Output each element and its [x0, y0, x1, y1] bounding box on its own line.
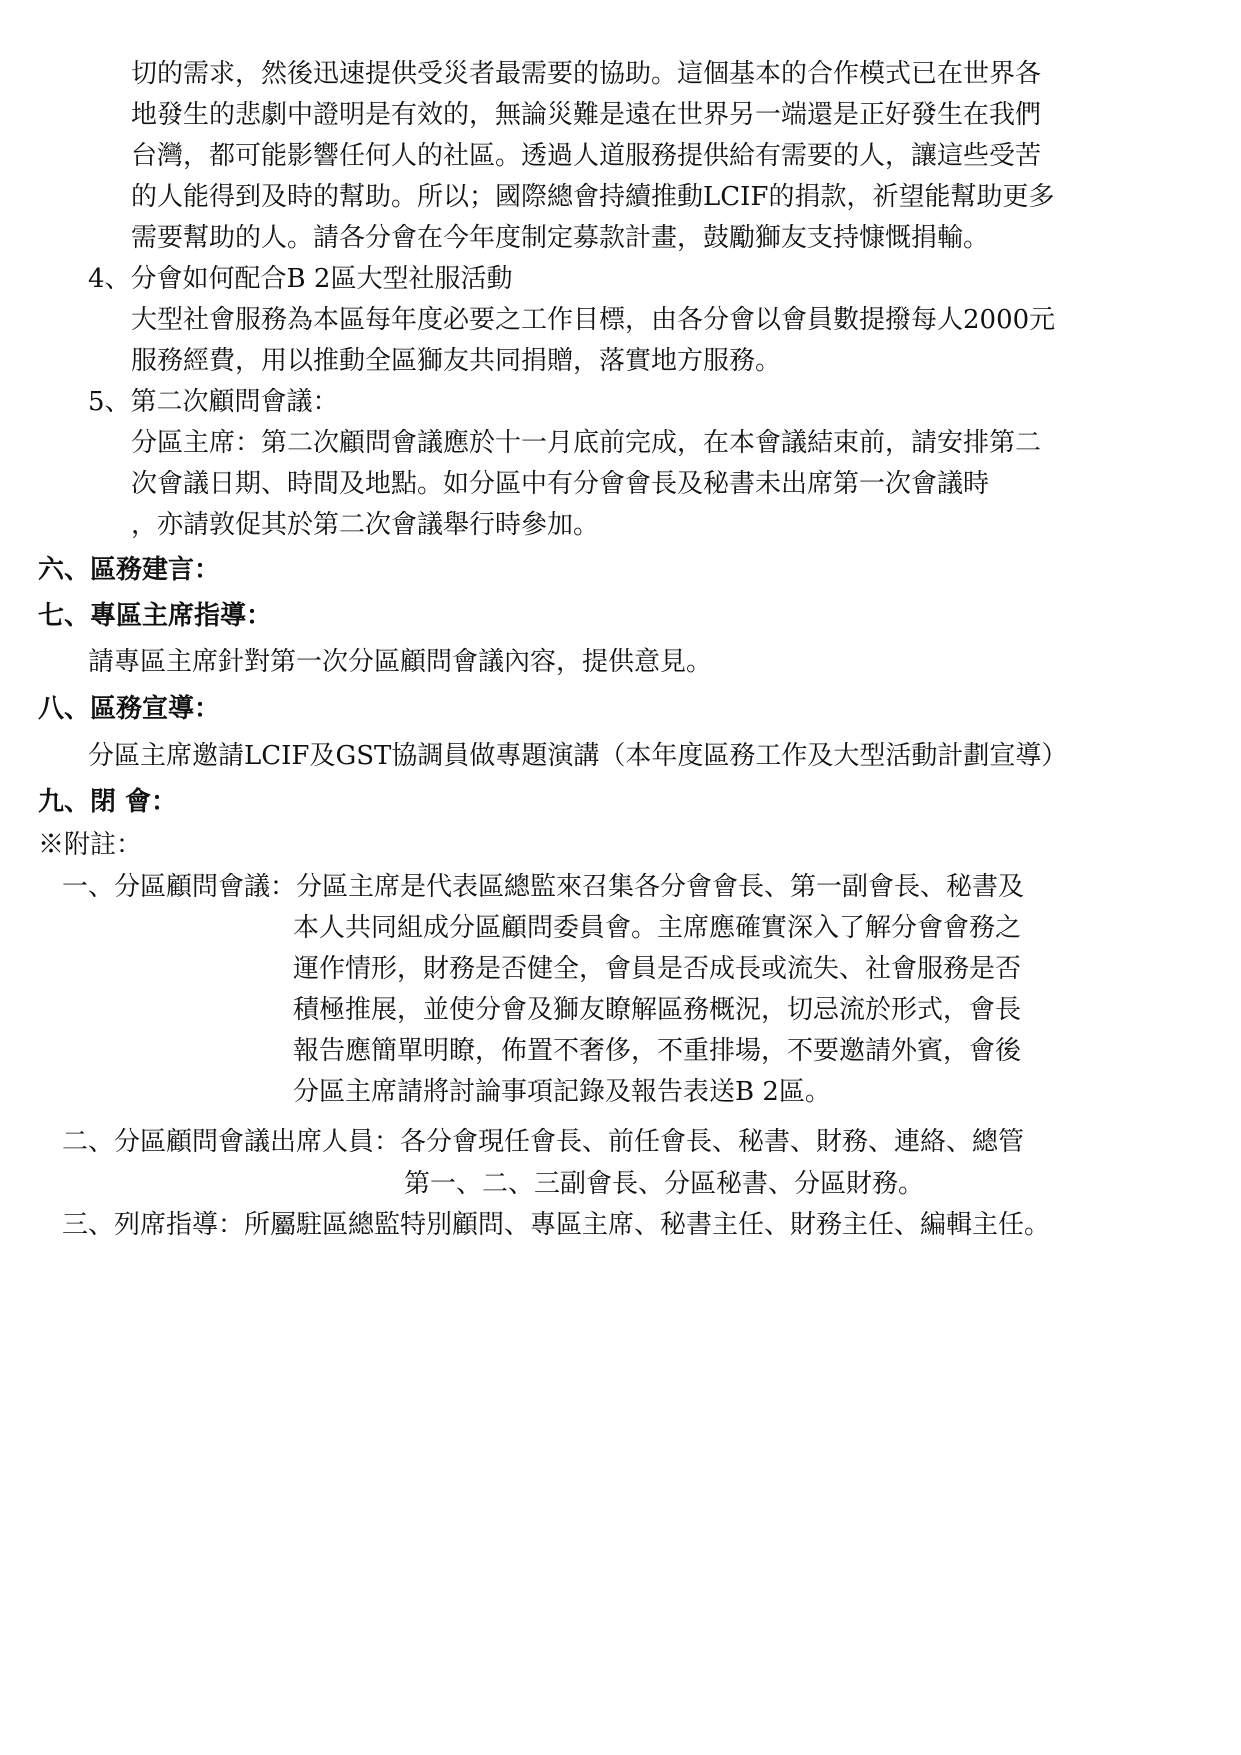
notes-label: ※附註： — [38, 830, 143, 860]
item5-heading: 5、第二次顧問會議： — [88, 387, 339, 417]
paragraph-line: 大型社會服務為本區每年度必要之工作目標，由各分會以會員數提撥每人2000元 — [131, 305, 1056, 335]
note1-line: 運作情形，財務是否健全，會員是否成長或流失、社會服務是否 — [293, 954, 1022, 984]
note1-line: 報告應簡單明瞭，佈置不奢侈，不重排場，不要邀請外賓，會後 — [293, 1036, 1022, 1066]
item4-heading: 4、分會如何配合B 2區大型社服活動 — [88, 264, 513, 294]
section6-title: 六、區務建言： — [38, 555, 221, 585]
note1-head: 一、分區顧問會議：分區主席是代表區總監來召集各分會會長、第一副會長、秘書及 — [62, 872, 1025, 902]
note2-head: 二、分區顧問會議出席人員：各分會現任會長、前任會長、秘書、財務、連絡、總管 — [62, 1127, 1025, 1157]
paragraph-line: 台灣，都可能影響任何人的社區。透過人道服務提供給有需要的人，讓這些受苦 — [131, 141, 1042, 171]
paragraph-line: 分區主席：第二次顧問會議應於十一月底前完成，在本會議結束前，請安排第二 — [131, 428, 1042, 458]
paragraph-line: 的人能得到及時的幫助。所以；國際總會持續推動LCIF的捐款，祈望能幫助更多 — [131, 182, 1055, 212]
paragraph-line: 切的需求，然後迅速提供受災者最需要的協助。這個基本的合作模式已在世界各 — [131, 59, 1042, 89]
section9-title: 九、閉 會： — [38, 787, 178, 817]
note1-line: 分區主席請將討論事項記錄及報告表送B 2區。 — [293, 1077, 831, 1107]
paragraph-line: ，亦請敦促其於第二次會議舉行時參加。 — [131, 510, 600, 540]
paragraph-line: 次會議日期、時間及地點。如分區中有分會會長及秘書未出席第一次會議時 — [131, 469, 990, 499]
section8-body: 分區主席邀請LCIF及GST協調員做專題演講（本年度區務工作及大型活動計劃宣導） — [88, 741, 1068, 771]
section8-title: 八、區務宣導： — [38, 694, 221, 724]
note1-line: 本人共同組成分區顧問委員會。主席應確實深入了解分會會務之 — [293, 913, 1022, 943]
paragraph-line: 需要幫助的人。請各分會在今年度制定募款計畫，鼓勵獅友支持慷慨捐輸。 — [131, 223, 990, 253]
paragraph-line: 地發生的悲劇中證明是有效的，無論災難是遠在世界另一端還是正好發生在我們 — [131, 100, 1042, 130]
note3: 三、列席指導：所屬駐區總監特別顧問、專區主席、秘書主任、財務主任、編輯主任。 — [62, 1210, 1051, 1240]
section7-body: 請專區主席針對第一次分區顧問會議內容，提供意見。 — [88, 647, 713, 677]
note2-cont: 第一、二、三副會長、分區秘書、分區財務。 — [404, 1169, 925, 1199]
section7-title: 七、專區主席指導： — [38, 601, 273, 631]
note1-line: 積極推展，並使分會及獅友瞭解區務概況，切忌流於形式，會長 — [293, 995, 1022, 1025]
paragraph-line: 服務經費，用以推動全區獅友共同捐贈，落實地方服務。 — [131, 346, 782, 376]
